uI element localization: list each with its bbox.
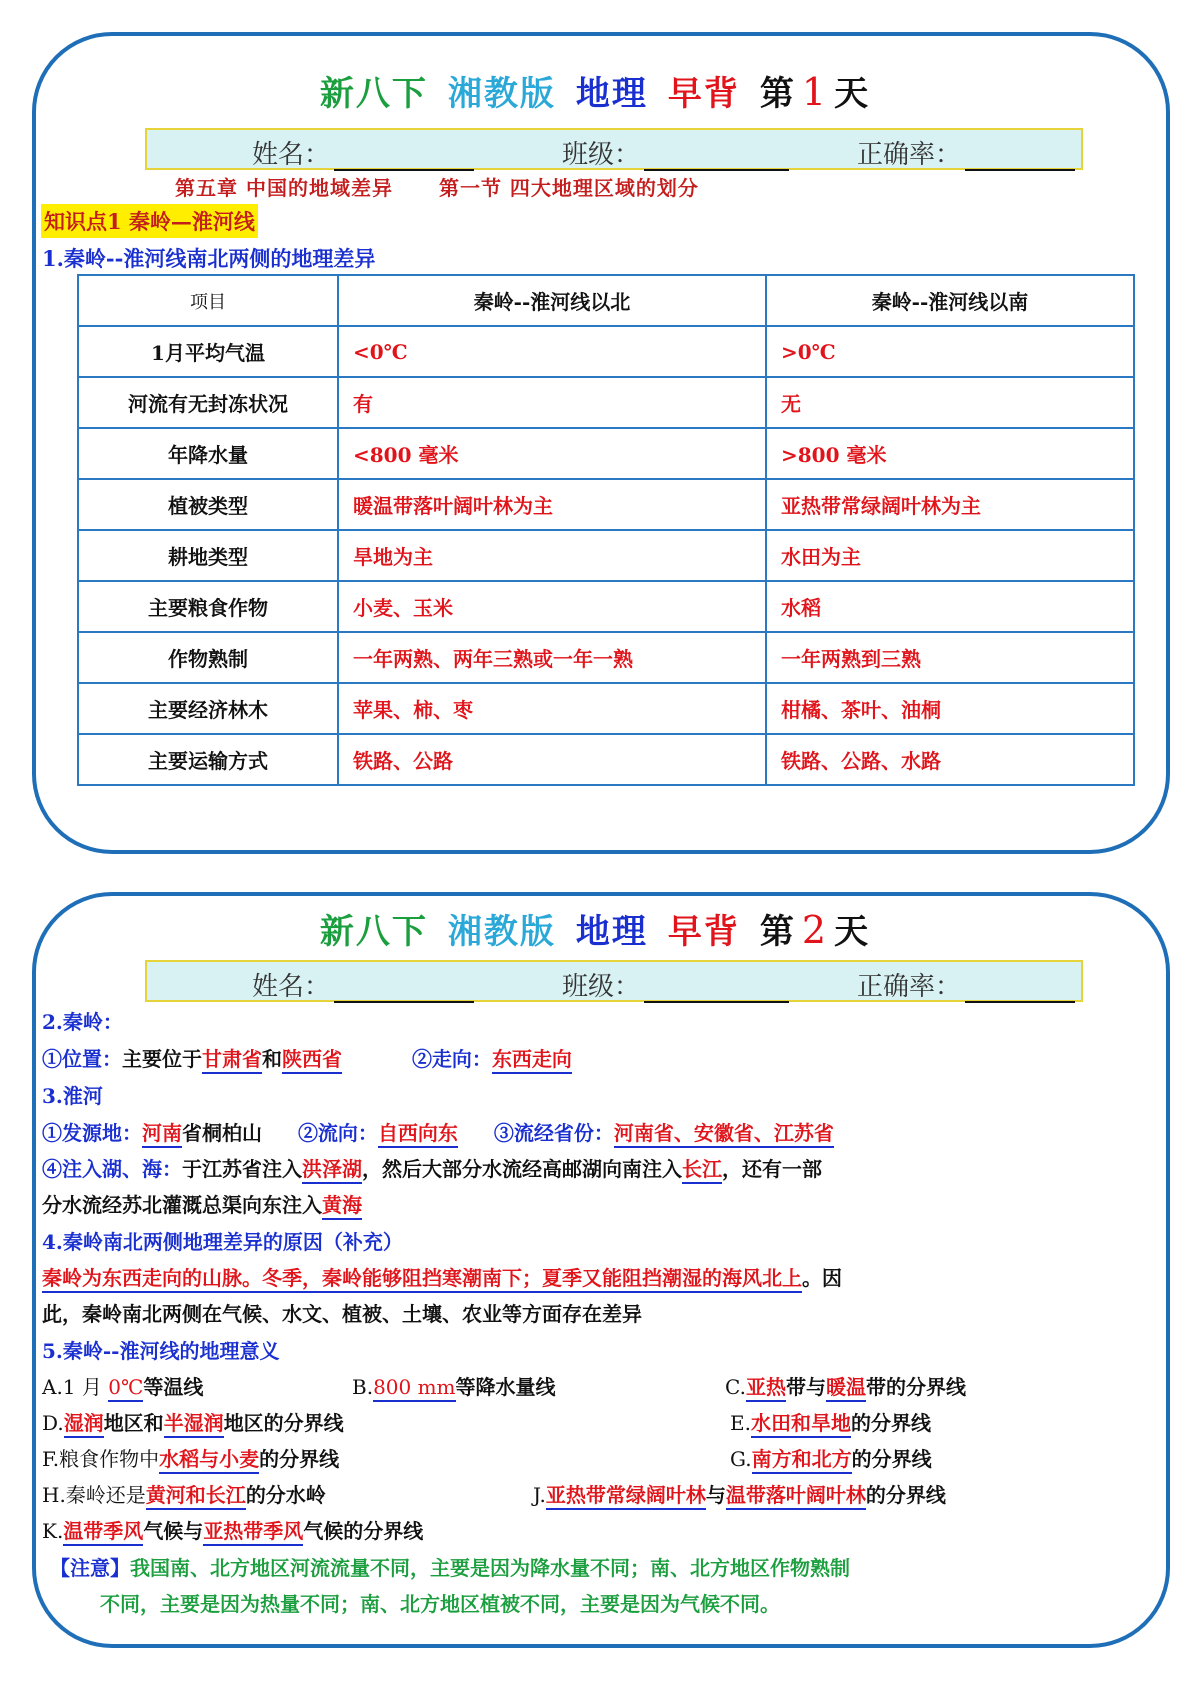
day1-title: 新八下 湘教版 地理 早背 第 1 天 bbox=[319, 70, 871, 114]
huai-heading: 3.淮河 bbox=[42, 1084, 103, 1108]
day1-name-bar: 姓名： 班级： 正确率： bbox=[145, 128, 1083, 170]
huai-mouth-line: ④注入湖、海：于江苏省注入洪泽湖，然后大部分水流经高邮湖向南注入长江，还有一部 bbox=[42, 1153, 822, 1182]
table-row: 1月平均气温 <0℃ >0℃ bbox=[78, 326, 1134, 377]
significance-g: G.南方和北方的分界线 bbox=[730, 1443, 932, 1472]
note-line-1: 【注意】我国南、北方地区河流流量不同，主要是因为降水量不同；南、北方地区作物熟制 bbox=[50, 1556, 850, 1580]
difference-table bbox=[77, 274, 1135, 786]
name-field[interactable] bbox=[334, 975, 474, 1003]
reasons-heading: 4.秦岭南北两侧地理差异的原因（补充） bbox=[42, 1230, 403, 1254]
day2-name-bar: 姓名： 班级： 正确率： bbox=[145, 960, 1083, 1002]
huai-source-line: ①发源地：河南省桐柏山 ②流向：自西向东 ③流经省份：河南省、安徽省、江苏省 bbox=[42, 1117, 834, 1146]
name-field[interactable] bbox=[334, 143, 474, 171]
table-row: 主要运输方式 铁路、公路 铁路、公路、水路 bbox=[78, 734, 1134, 785]
significance-h: H.秦岭还是黄河和长江的分水岭 bbox=[42, 1479, 326, 1508]
reasons-line-2: 此，秦岭南北两侧在气候、水文、植被、土壤、农业等方面存在差异 bbox=[42, 1302, 642, 1326]
significance-a: A.1 月 0℃等温线 bbox=[42, 1371, 203, 1400]
qinling-heading: 2.秦岭： bbox=[42, 1010, 123, 1034]
knowledge-point-label: 知识点1 秦岭—淮河线 bbox=[41, 204, 258, 238]
significance-k: K.温带季风气候与亚热带季风气候的分界线 bbox=[42, 1515, 423, 1544]
table-header-row: 项目 秦岭--淮河线以北 秦岭--淮河线以南 bbox=[78, 275, 1134, 326]
qinling-position-line: ①位置：主要位于甘肃省和陕西省 ②走向：东西走向 bbox=[42, 1043, 572, 1072]
significance-e: E.水田和旱地的分界线 bbox=[730, 1407, 931, 1436]
table-row: 主要粮食作物 小麦、玉米 水稻 bbox=[78, 581, 1134, 632]
significance-c: C.亚热带与暖温带的分界线 bbox=[725, 1371, 966, 1400]
reasons-line-1: 秦岭为东西走向的山脉。冬季，秦岭能够阻挡寒潮南下；夏季又能阻挡潮湿的海风北上。因 bbox=[42, 1262, 842, 1291]
significance-f: F.粮食作物中水稻与小麦的分界线 bbox=[42, 1443, 339, 1472]
accuracy-field[interactable] bbox=[965, 143, 1075, 171]
table-row: 植被类型 暖温带落叶阔叶林为主 亚热带常绿阔叶林为主 bbox=[78, 479, 1134, 530]
table-row: 耕地类型 旱地为主 水田为主 bbox=[78, 530, 1134, 581]
table-row: 作物熟制 一年两熟、两年三熟或一年一熟 一年两熟到三熟 bbox=[78, 632, 1134, 683]
day2-title: 新八下 湘教版 地理 早背 第 2 天 bbox=[319, 908, 871, 952]
table-row: 年降水量 <800 毫米 >800 毫米 bbox=[78, 428, 1134, 479]
huai-mouth-line-2: 分水流经苏北灌溉总渠向东注入黄海 bbox=[42, 1189, 362, 1218]
significance-heading: 5.秦岭--淮河线的地理意义 bbox=[42, 1339, 280, 1363]
significance-d: D.湿润地区和半湿润地区的分界线 bbox=[42, 1407, 344, 1436]
class-field[interactable] bbox=[644, 143, 789, 171]
chapter-heading: 第五章 中国的地域差异 第一节 四大地理区域的划分 bbox=[175, 176, 699, 200]
section-heading: 1.秦岭--淮河线南北两侧的地理差异 bbox=[42, 246, 376, 271]
significance-j: J.亚热带常绿阔叶林与温带落叶阔叶林的分界线 bbox=[533, 1479, 946, 1508]
table-row: 河流有无封冻状况 有 无 bbox=[78, 377, 1134, 428]
class-field[interactable] bbox=[644, 975, 789, 1003]
significance-b: B.800 mm等降水量线 bbox=[352, 1371, 556, 1400]
accuracy-field[interactable] bbox=[965, 975, 1075, 1003]
note-line-2: 不同，主要是因为热量不同；南、北方地区植被不同，主要是因为气候不同。 bbox=[100, 1592, 780, 1616]
table-row: 主要经济林木 苹果、柿、枣 柑橘、茶叶、油桐 bbox=[78, 683, 1134, 734]
